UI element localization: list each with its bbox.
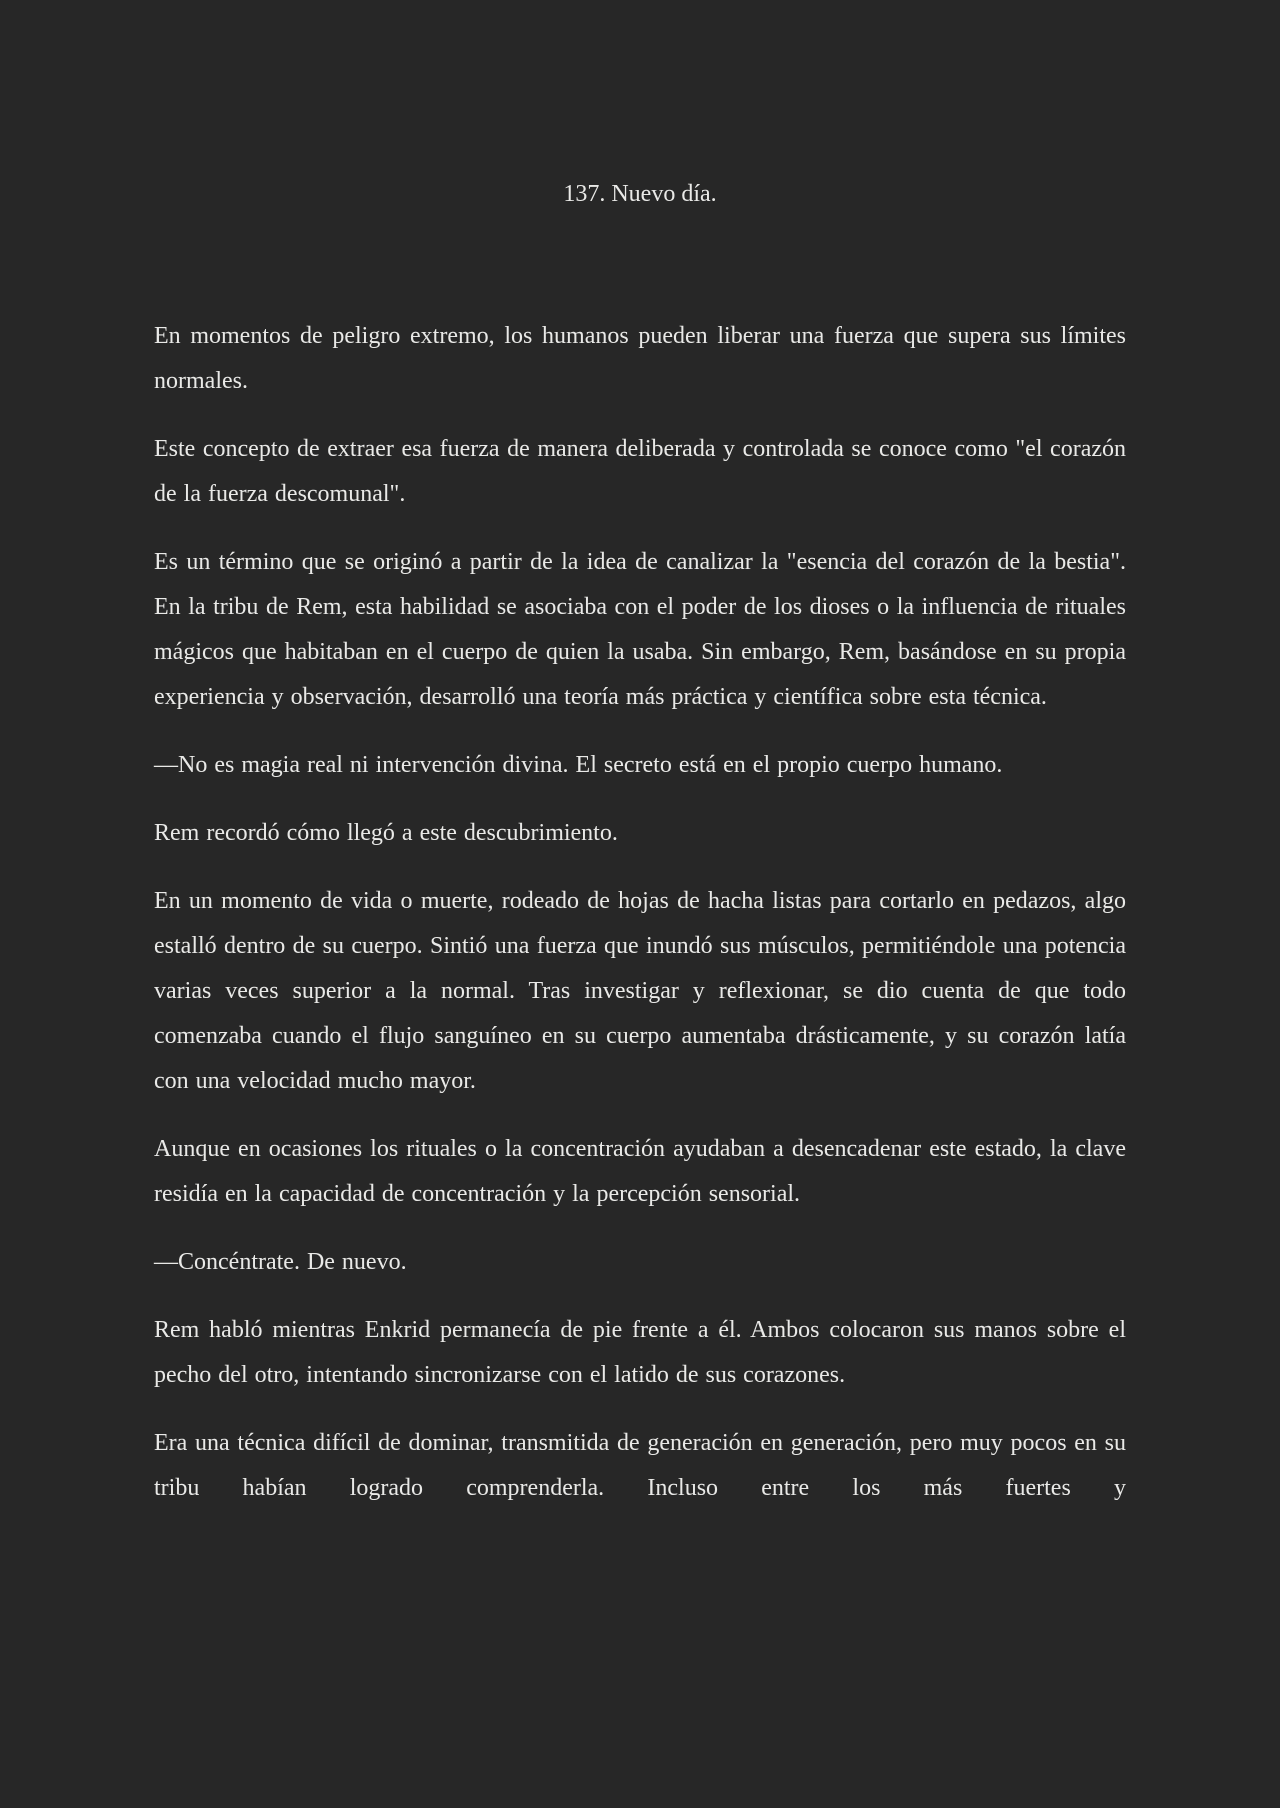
paragraph: Este concepto de extraer esa fuerza de manera deliberada y controlada se conoce como "el corazón de la fuerza descomunal". bbox=[154, 436, 1126, 507]
paragraph: Rem recordó cómo llegó a este descubrimiento. bbox=[154, 820, 618, 846]
paragraph: En momentos de peligro extremo, los humanos pueden liberar una fuerza que supera sus límites normales. bbox=[154, 323, 1126, 394]
paragraph-dialogue: —Concéntrate. De nuevo. bbox=[154, 1249, 407, 1275]
paragraph: Rem habló mientras Enkrid permanecía de pie frente a él. Ambos colocaron sus manos sobre el pecho del otro, intentando sincronizarse con el latido de sus corazones. bbox=[154, 1317, 1126, 1388]
paragraph-dialogue: —No es magia real ni intervención divina. El secreto está en el propio cuerpo humano. bbox=[154, 752, 1003, 778]
paragraph: En un momento de vida o muerte, rodeado de hojas de hacha listas para cortarlo en pedazos, algo estalló dentro de su cuerpo. Sintió una fuerza que inundó sus músculos, permitiéndole una potencia varias veces superior a la normal. Tras investigar y reflexionar, se dio cuenta de que todo comenzaba cuando el flujo sanguíneo en su cuerpo aumentaba drásticamente, y su corazón latía con una velocidad mucho mayor. bbox=[154, 888, 1126, 1094]
reader-page bbox=[154, 0, 1126, 1511]
chapter-title: 137. Nuevo día. bbox=[563, 181, 717, 207]
paragraph: Es un término que se originó a partir de la idea de canalizar la "esencia del corazón de la bestia". En la tribu de Rem, esta habilidad se asociaba con el poder de los dioses o la influencia de rituales mágicos que habitaban en el cuerpo de quien la usaba. Sin embargo, Rem, basándose en su propia experiencia y observación, desarrolló una teoría más práctica y científica sobre esta técnica. bbox=[154, 549, 1126, 710]
paragraph: Era una técnica difícil de dominar, transmitida de generación en generación, pero muy pocos en su tribu habían logrado comprenderla. Incluso entre los más fuertes y bbox=[154, 1430, 1126, 1501]
paragraph: Aunque en ocasiones los rituales o la concentración ayudaban a desencadenar este estado, la clave residía en la capacidad de concentración y la percepción sensorial. bbox=[154, 1136, 1126, 1207]
